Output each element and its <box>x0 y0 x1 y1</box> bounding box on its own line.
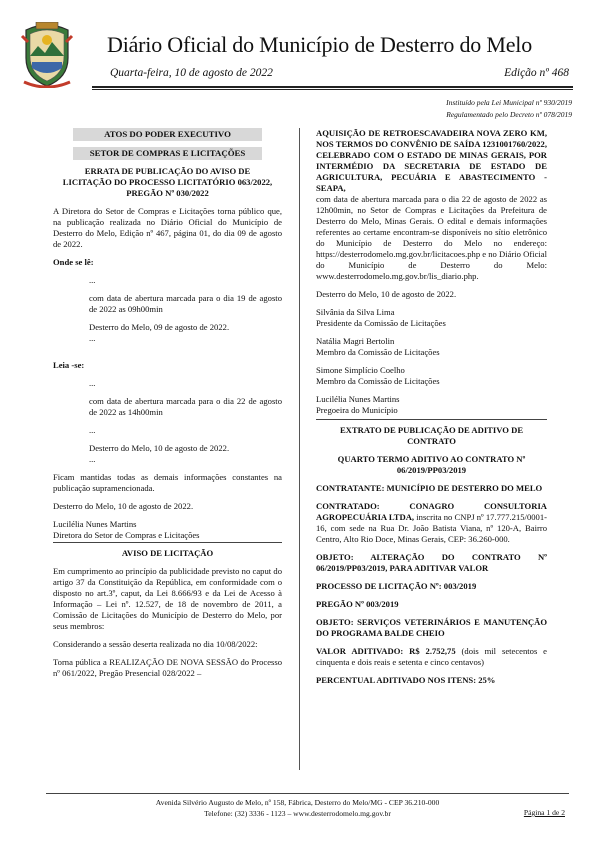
opening-details: com data de abertura marcada para o dia 22 de agosto de 2022 as 12h00min, no Setor de Compras e Licitações da Prefeitura de Desterro do Melo, Minas Gerais. O edital e demais informações referentes ao certame encontram-se disponíveis no sítio eletrônico do Município de Desterro do Melo no endereço: https://desterrodomelo.mg.gov.br/licitacoes.php e no Diário Oficial do Município de Desterro do Melo: www.desterrodomelo.mg.gov.br/lis_diario.php. <box>316 194 547 281</box>
institution-note <box>446 97 572 121</box>
contratado-block <box>316 501 547 545</box>
maintained-note: Ficam mantidas todas as demais informações constantes na publicação supramencionada. <box>53 472 282 493</box>
aviso-paragraph-1: Em cumprimento ao princípio da publicidade previsto no caput do artigo 37 da Constituição da República, em conformidade com o disposto no art.3º, caput, da Lei 8.666/93 e da Lei de Acesso à Informação – Lei nº. 12.527, de 18 de novembro de 2011, a Comissão de Licitações do Município de Desterro do Melo, por seus membros: <box>53 565 282 631</box>
valor-block <box>316 646 547 668</box>
section-heading-executive: ATOS DO PODER EXECUTIVO <box>73 128 262 141</box>
footer-address: Avenida Silvério Augusto de Melo, nº 158, Fábrica, Desterro do Melo/MG - CEP 36.210-000 <box>155 798 440 807</box>
processo-licitacao: PROCESSO DE LICITAÇÃO Nº: 003/2019 <box>316 580 477 591</box>
ellipsis: ... <box>89 454 96 464</box>
coat-of-arms-icon <box>18 22 76 88</box>
percentual-aditivado: PERCENTUAL ADITIVADO NOS ITENS: 25% <box>316 674 496 685</box>
signer-2-role: Membro da Comissão de Licitações <box>316 347 440 357</box>
errata-intro: A Diretora do Setor de Compras e Licitações torna público que, na publicação realizada no Diário Oficial do Município de Desterro do Melo, Edição nº 467, página 01, do dia 09 de agosto de 2022. <box>53 206 282 249</box>
newspaper-title: Diário Oficial do Município de Desterro do Melo <box>107 32 532 57</box>
header-rule <box>92 86 573 88</box>
signer-4-role: Pregoeira do Município <box>316 405 398 415</box>
edition-number: Edição nº 468 <box>504 67 569 79</box>
footer-rule <box>46 793 569 794</box>
extrato-title: EXTRATO DE PUBLICAÇÃO DE ADITIVO DE CONTRATO <box>339 424 524 446</box>
contratante: CONTRATANTE: MUNICÍPIO DE DESTERRO DO MELO <box>316 482 543 493</box>
object-continuation: AQUISIÇÃO DE RETROESCAVADEIRA NOVA ZERO KM, NOS TERMOS DO CONVÊNIO DE SAÍDA 1231001760/2022, CELEBRADO COM O ESTADO DE MINAS GERAIS, POR INTERMÉDIO DA SECRETARIA DE ESTADO DE AGRICULTURA, PECUÁRIA E ABASTECIMENTO - SEAPA, <box>316 128 547 193</box>
footer <box>0 797 595 819</box>
contratado-details: inscrita no CNPJ nº 17.777.215/0001-16, com sede na Rua Dr. João Batista Viana, nº 120-A, Bairro Centro, Alto Rio Doce, Minas Gerais, CEP: 36.260-000. <box>316 511 547 544</box>
signer-3-role: Membro da Comissão de Licitações <box>316 376 440 386</box>
aviso-paragraph-2: Considerando a sessão deserta realizada no dia 10/08/2022: <box>53 638 258 649</box>
valor-label: VALOR ADITIVADO: R$ 2.752,75 <box>316 645 456 656</box>
pregao-number: PREGÃO Nº 003/2019 <box>316 598 399 609</box>
leia-date: Desterro do Melo, 10 de agosto de 2022. <box>89 443 230 453</box>
footer-contact: Telefone: (32) 3336 - 1123 – www.desterrodomelo.mg.gov.br <box>204 809 391 818</box>
signer-3-name: Simone Simplício Coelho <box>316 365 405 375</box>
left-column <box>53 128 282 679</box>
leia-text: com data de abertura marcada para o dia 22 de agosto de 2022 as 14h00min <box>89 396 282 417</box>
aviso-title: AVISO DE LICITAÇÃO <box>121 547 214 558</box>
section-divider <box>316 419 547 420</box>
institution-law: Instituído pela Lei Municipal nº 930/2019 <box>446 98 572 107</box>
section-divider <box>53 542 282 543</box>
section-heading-procurement: SETOR DE COMPRAS E LICITAÇÕES <box>73 147 262 160</box>
signer-1-role: Presidente da Comissão de Licitações <box>316 318 446 328</box>
valor-extenso: (dois mil setecentos e cinquenta e dois reais e setenta e cinco centavos) <box>316 645 547 667</box>
ellipsis: ... <box>89 275 96 285</box>
signer-4-name: Lucilélia Nunes Martins <box>316 394 400 404</box>
closing-date: Desterro do Melo, 10 de agosto de 2022. <box>53 501 194 511</box>
signer-2-name: Natália Magri Bertolin <box>316 336 395 346</box>
header-rule-thin <box>92 89 573 90</box>
objeto-alteracao: OBJETO: ALTERAÇÃO DO CONTRATO Nº 06/2019/PP03/2019, PARA ADITIVAR VALOR <box>316 551 547 573</box>
right-date: Desterro do Melo, 10 de agosto de 2022. <box>316 289 457 299</box>
aviso-paragraph-3: Torna pública a REALIZAÇÃO DE NOVA SESSÃO do Processo nº 061/2022, Pregão Presencial 028/2022 – <box>53 656 282 678</box>
onde-label: Onde se lê: <box>53 257 94 267</box>
leia-label: Leia -se: <box>53 360 85 370</box>
ellipsis: ... <box>89 333 96 343</box>
column-divider <box>299 128 300 770</box>
onde-date: Desterro do Melo, 09 de agosto de 2022. <box>89 322 230 332</box>
termo-title: QUARTO TERMO ADITIVO AO CONTRATO Nº 06/2019/PP03/2019 <box>337 453 526 475</box>
institution-decree: Regulamentado pelo Decreto nº 078/2019 <box>446 110 572 119</box>
contratado-label: CONTRATADO: CONAGRO CONSULTORIA AGROPECUÁRIA LTDA, <box>316 500 547 522</box>
signer-role: Diretora do Setor de Compras e Licitações <box>53 530 200 540</box>
onde-text: com data de abertura marcada para o dia 19 de agosto de 2022 as 09h00min <box>89 293 282 314</box>
objeto-servicos: OBJETO: SERVIÇOS VETERINÁRIOS E MANUTENÇÃO DO PROGRAMA BALDE CHEIO <box>316 616 547 638</box>
signer-1-name: Silvânia da Silva Lima <box>316 307 395 317</box>
right-column <box>316 128 547 686</box>
errata-title: ERRATA DE PUBLICAÇÃO DO AVISO DE LICITAÇÃO DO PROCESSO LICITATÓRIO 063/2022, PREGÃO Nº 030/2022 <box>62 166 273 198</box>
ellipsis: ... <box>89 425 96 435</box>
signer-name: Lucilélia Nunes Martins <box>53 519 137 529</box>
ellipsis: ... <box>89 378 96 388</box>
page-number: Página 1 de 2 <box>523 808 565 817</box>
masthead <box>12 22 583 100</box>
issue-date: Quarta-feira, 10 de agosto de 2022 <box>110 67 273 79</box>
